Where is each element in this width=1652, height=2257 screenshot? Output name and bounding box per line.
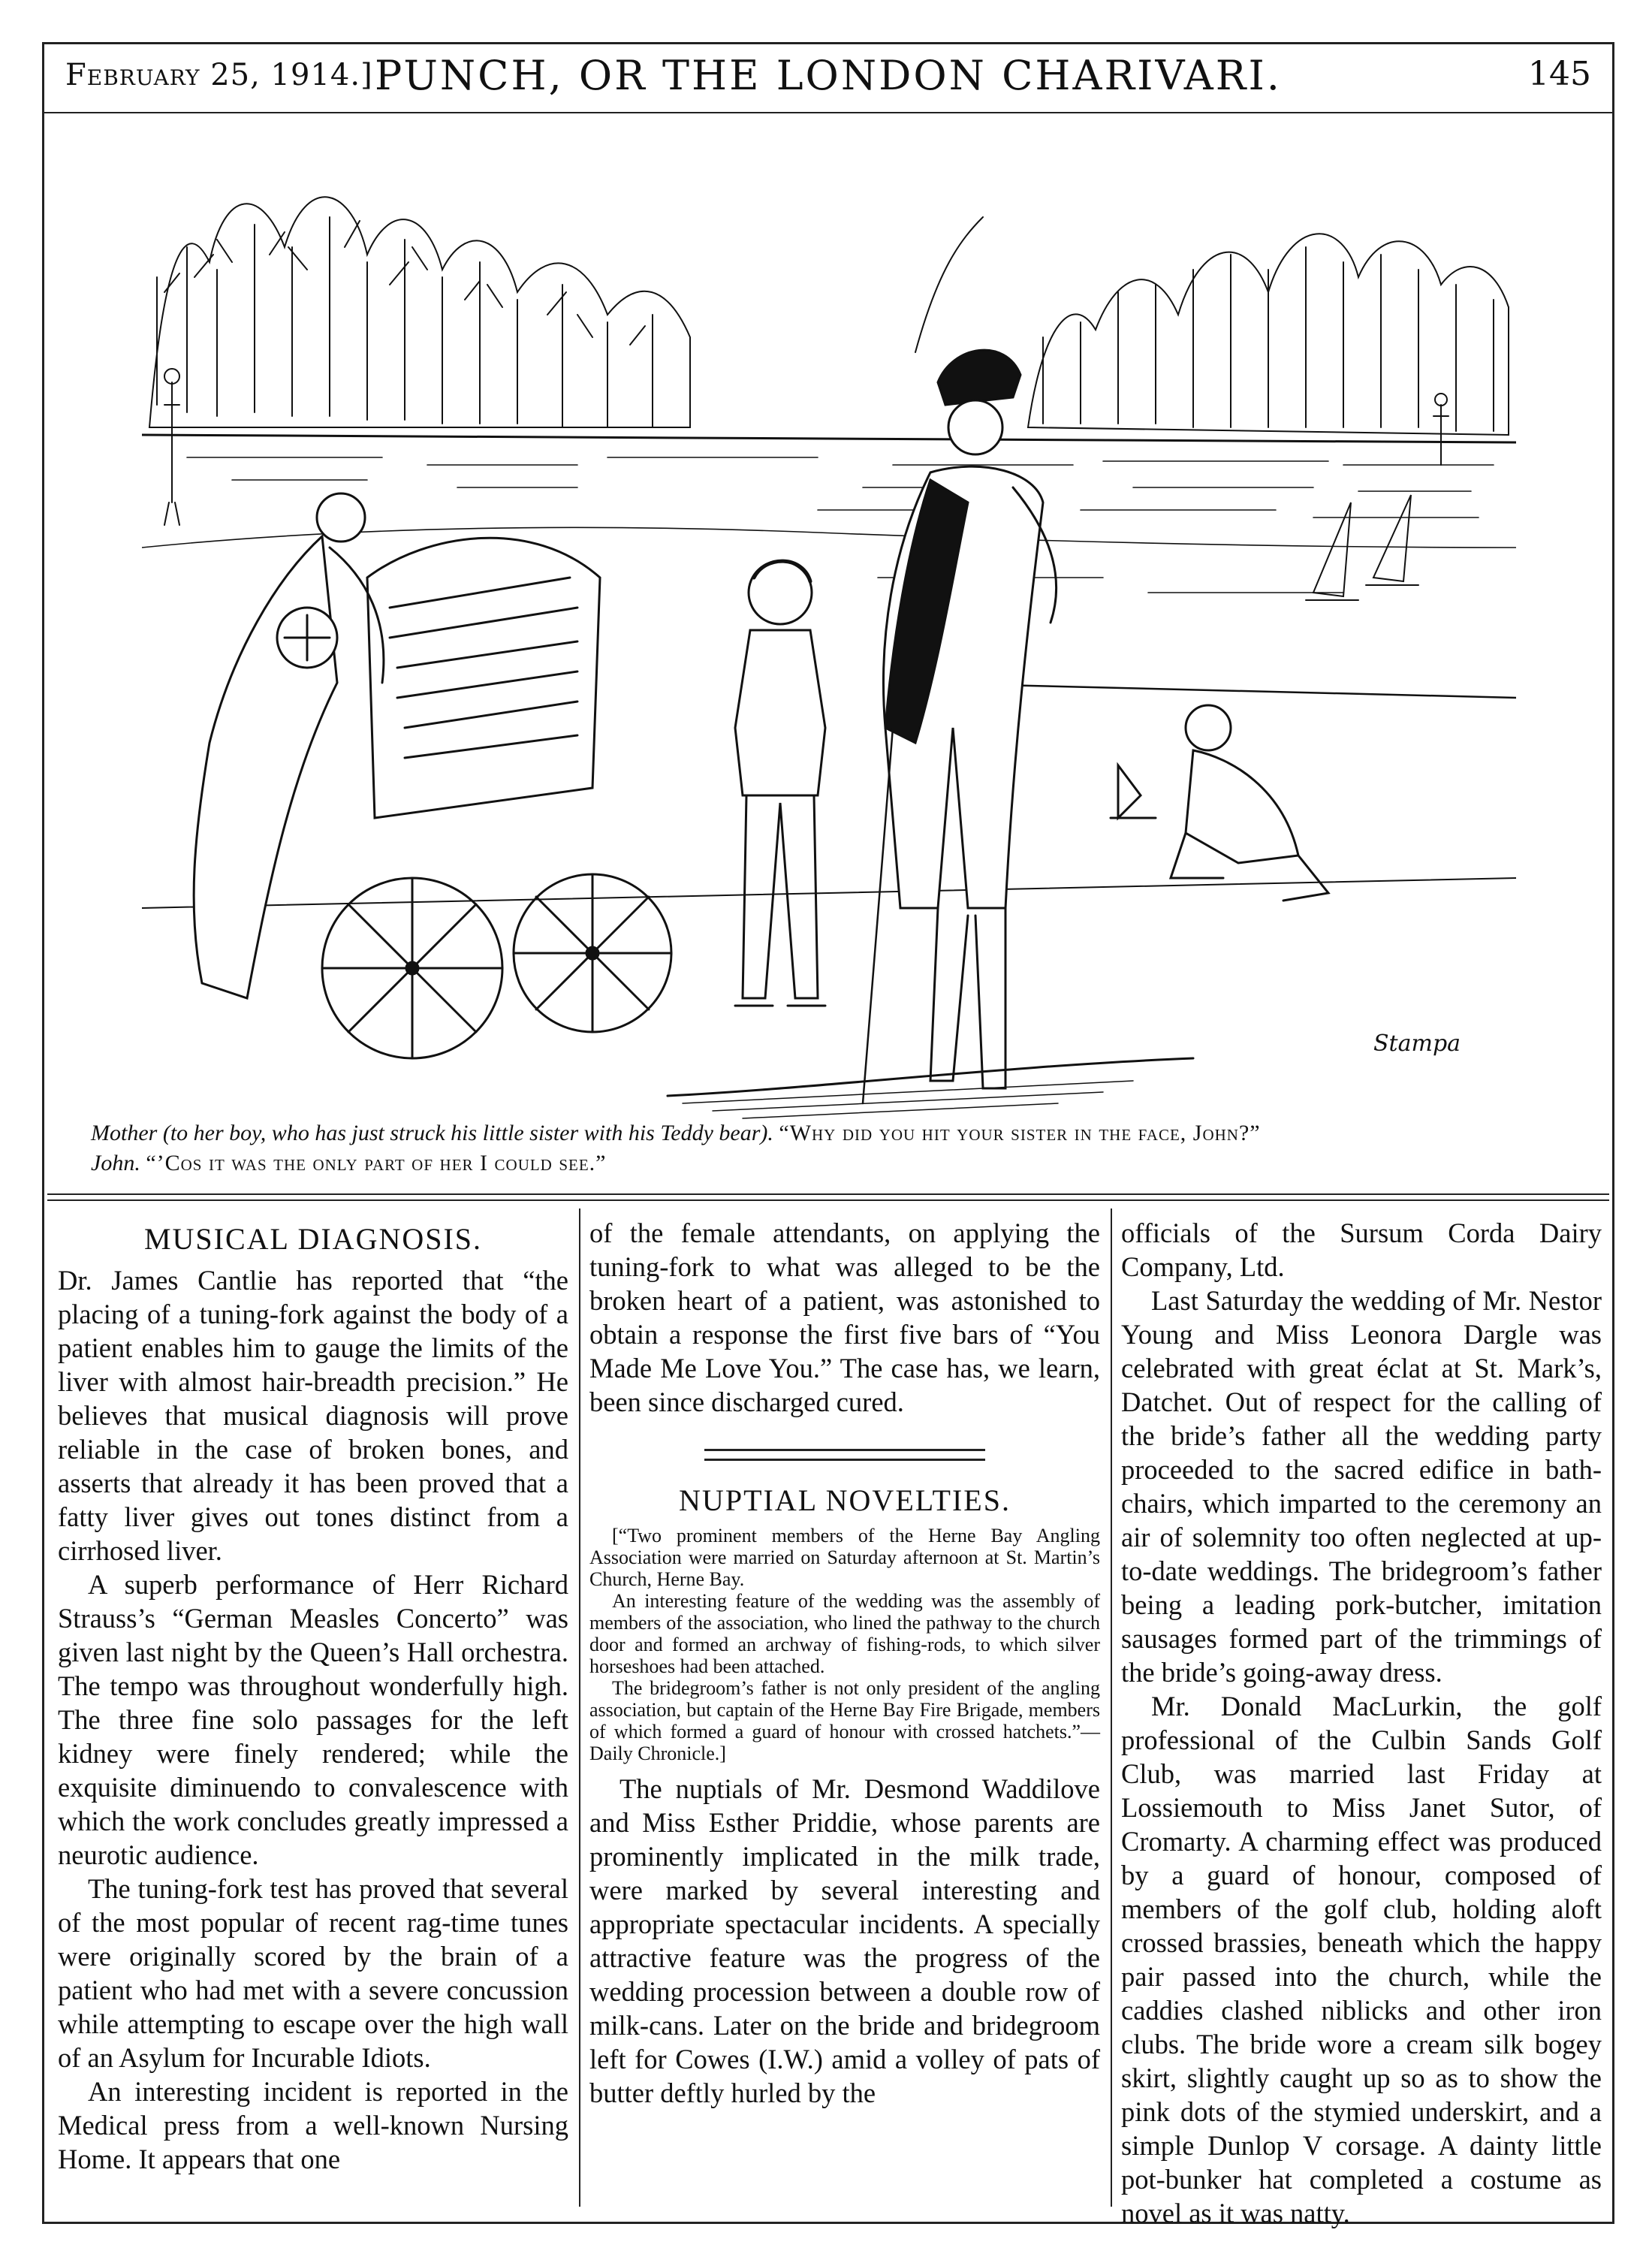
section-separator [704, 1449, 985, 1461]
pram [322, 538, 671, 1058]
crouching-child-figure [1111, 705, 1328, 901]
quote-paragraph: [“Two prominent members of the Herne Bay Angling Association were married on Saturday afternoon at St. Martin’s Church, Herne Bay. [589, 1525, 1100, 1590]
article-heading-musical-diagnosis: MUSICAL DIAGNOSIS. [143, 1222, 483, 1256]
page-number: 145 [1528, 55, 1591, 93]
caption-mother-speech: “Why did you hit your sister in the face, John?” [779, 1121, 1261, 1145]
caption-rule [47, 1193, 1609, 1195]
newspaper-quote [589, 1525, 1100, 1764]
caption-rule-2 [47, 1199, 1609, 1201]
ground [142, 878, 1516, 1118]
caption-speaker-john: John. [91, 1151, 140, 1175]
paragraph: Mr. Donald MacLurkin, the golf professional of the Culbin Sands Golf Club, was married last Friday at Lossiemouth to Miss Janet Sutor, of Cromarty. A charming effect was produced by a guard of honour, composed of members of the golf club, holding aloft crossed brassies, beneath which the happy pair passed into the church, while the caddies clashed niblicks and other iron clubs. The bride wore a cream silk bogey skirt, slightly caught up so as to show the pink dots of the stymied underskirt, and a simple Dunlop V corsage. A dainty little pot-bunker hat completed a costume as novel as it was natty. [1121, 1691, 1602, 2228]
column-divider [1111, 1208, 1112, 2207]
quote-paragraph: The bridegroom’s father is not only president of the angling association, but captain of the Herne Bay Fire Brigade, members of which formed a guard of honour with crossed hatchets.”—Daily Chronicle.] [589, 1677, 1100, 1764]
column-1 [58, 1216, 568, 2207]
paragraph: A superb performance of Herr Richard Strauss’s “German Measles Concerto” was given last night by the Queen’s Hall orchestra. The tempo was throughout wonderfully high. The three fine solo passages for the left kidney were finely rendered; while the exquisite diminuendo to convalescence with which the work concludes greatly impressed a neurotic audience. [58, 1569, 568, 1870]
nurse-figure [194, 493, 384, 998]
trees-left [149, 197, 690, 427]
cartoon-illustration [142, 157, 1516, 1148]
paragraph: Last Saturday the wedding of Mr. Nestor Young and Miss Leonora Dargle was celebrated with great éclat at St. Mark’s, Datchet. Out of respect for the calling of the bride’s father all the wedding party proceeded to the sacred edifice in bath-chairs, which imparted to the ceremony an air of solemnity too often neglected at up-to-date weddings. The bridegroom’s father being a leading pork-butcher, imitation sausages formed part of the trimmings of the bride’s going-away dress. [1121, 1285, 1602, 1688]
issue-date: February 25, 1914.] [65, 58, 373, 92]
quote-paragraph: An interesting feature of the wedding was the assembly of members of the association, who lined the pathway to the church door and formed an archway of fishing-rods, to which silver horseshoes had been attached. [589, 1590, 1100, 1677]
paragraph: The tuning-fork test has proved that several of the most popular of recent rag-time tunes were originally scored by the brain of a patient who had met with a severe concussion while attempting to escape over the high wall of an Asylum for Incurable Idiots. [58, 1873, 568, 2073]
caption-john-speech: “’Cos it was the only part of her I could see.” [146, 1151, 607, 1175]
page-header [44, 44, 1612, 113]
magazine-page [42, 42, 1614, 2228]
column-3 [1121, 1216, 1602, 2228]
cartoon-caption [91, 1118, 1563, 1178]
boy-figure [735, 561, 825, 1006]
caption-speaker-mother: Mother [91, 1121, 158, 1145]
paragraph: of the female attendants, on applying the tuning-fork to what was alleged to be the broken heart of a patient, was astonished to obtain a response the first five bars of “You Made Me Love You.” The case has, we learn, been since discharged cured. [589, 1218, 1100, 1417]
column-divider [579, 1208, 580, 2207]
caption-line-2 [91, 1148, 1563, 1178]
caption-stage-direction: (to her boy, who has just struck his little sister with his Teddy bear). [162, 1121, 773, 1145]
article-heading-nuptial-novelties: NUPTIAL NOVELTIES. [679, 1483, 1011, 1517]
mother-figure [863, 217, 1057, 1103]
paragraph: An interesting incident is reported in the Medical press from a well-known Nursing Home. It appears that one [58, 2076, 568, 2174]
artist-signature: Stampa [1373, 1030, 1461, 1057]
caption-line-1 [91, 1118, 1563, 1148]
paragraph: Dr. James Cantlie has reported that “the placing of a tuning-fork against the body of a patient enables him to gauge the limits of the liver with almost hair-breadth precision.” He believes that musical diagnosis will prove reliable in the case of broken bones, and asserts that already it has been proved that a fatty liver gives out tones distinct from a cirrhosed liver. [58, 1265, 568, 1566]
paragraph: officials of the Sursum Corda Dairy Company, Ltd. [1121, 1218, 1602, 1282]
publication-title: PUNCH, OR THE LONDON CHARIVARI. [375, 52, 1282, 99]
trees-right [1028, 234, 1509, 435]
column-2 [589, 1216, 1100, 2207]
paragraph: The nuptials of Mr. Desmond Waddilove and Miss Esther Priddie, whose parents are prominently implicated in the milk trade, were marked by several interesting and appropriate spectacular incidents. A specially attractive feature was the progress of the wedding procession between a double row of milk-cans. Later on the bride and bridegroom left for Cowes (I.W.) amid a volley of pats of butter deftly hurled by the [589, 1773, 1100, 2108]
